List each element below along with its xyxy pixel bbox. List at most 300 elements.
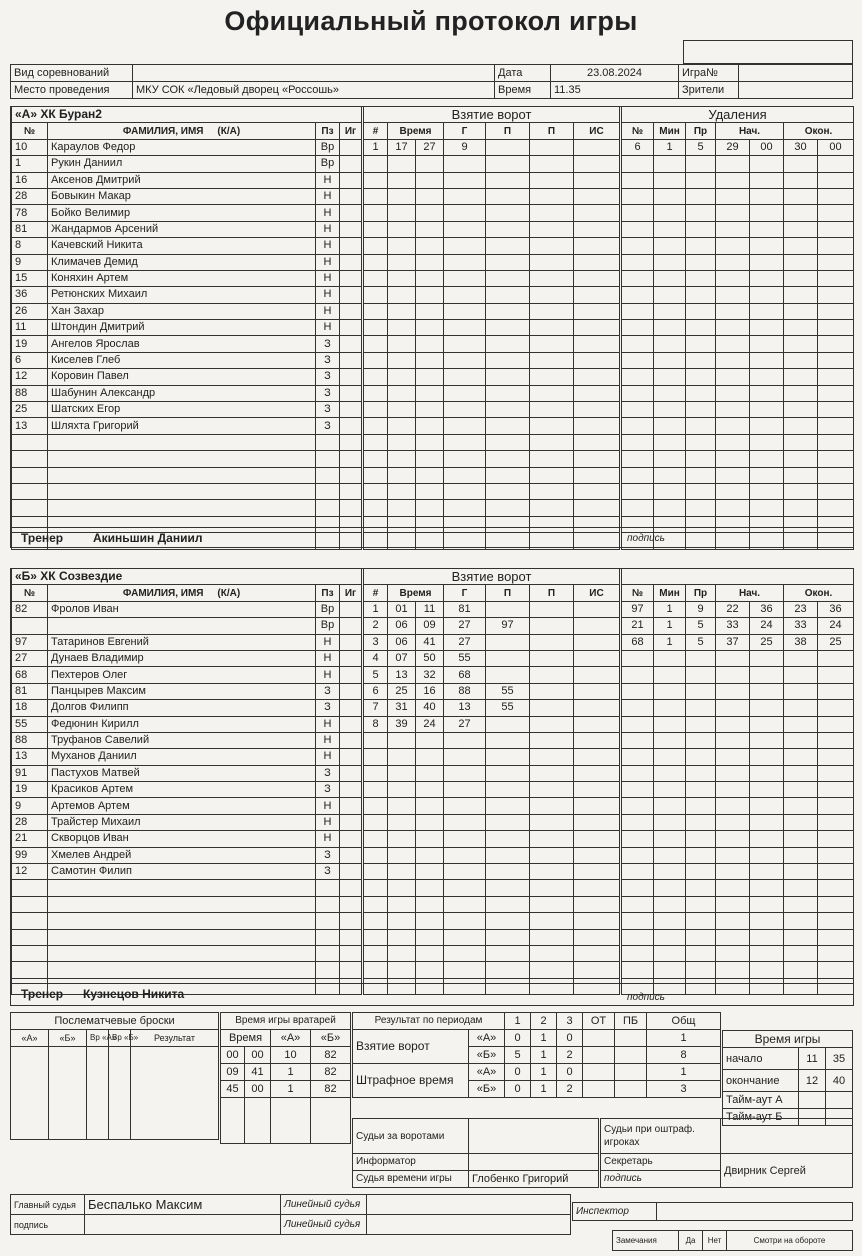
goal-row xyxy=(364,156,620,172)
penalty-player xyxy=(622,798,654,814)
goal-scorer: 68 xyxy=(444,667,486,683)
penalty-reason xyxy=(686,254,716,270)
goal-minute xyxy=(388,880,416,896)
penalty-end-min xyxy=(784,749,818,765)
pen-col-start: Нач. xyxy=(716,123,784,139)
penalty-end-min xyxy=(784,667,818,683)
periods-title: Результат по периодам xyxy=(353,1013,505,1030)
penalty-start-sec: 36 xyxy=(750,601,784,617)
penalty-row xyxy=(622,667,854,683)
secretary-name: Двирник Сергей xyxy=(721,1154,853,1188)
goal-assist-1 xyxy=(486,765,530,781)
goal-number xyxy=(364,221,388,237)
goal-assist-1 xyxy=(486,287,530,303)
player-played xyxy=(340,254,362,270)
player-played xyxy=(340,402,362,418)
goal-situation xyxy=(574,667,620,683)
goal-minute xyxy=(388,913,416,929)
penalty-start-min: 37 xyxy=(716,634,750,650)
goal-minute xyxy=(388,434,416,450)
penalty-reason xyxy=(686,945,716,961)
remarks-no[interactable]: Нет xyxy=(703,1231,727,1251)
goal-situation xyxy=(574,303,620,319)
gk-col-b: «Б» xyxy=(311,1030,351,1047)
goal-situation xyxy=(574,287,620,303)
goal-scorer: 13 xyxy=(444,700,486,716)
penalty-start-sec xyxy=(750,896,784,912)
table-row xyxy=(12,945,362,961)
penalty-start-min xyxy=(716,683,750,699)
table-row xyxy=(12,254,362,270)
player-number: 12 xyxy=(12,369,48,385)
col-pz: Пз xyxy=(316,585,340,601)
player-position: Вр xyxy=(316,618,340,634)
penalty-row xyxy=(622,634,854,650)
goals-a-total: 1 xyxy=(647,1030,721,1047)
goal-second xyxy=(416,385,444,401)
goal-col-g: Г xyxy=(444,123,486,139)
penalty-player xyxy=(622,667,654,683)
player-name: Ангелов Ярослав xyxy=(48,336,316,352)
player-name xyxy=(48,618,316,634)
penalty-start-min xyxy=(716,320,750,336)
goal-situation xyxy=(574,765,620,781)
player-number: 81 xyxy=(12,683,48,699)
player-played xyxy=(340,814,362,830)
penalty-end-min xyxy=(784,188,818,204)
penalty-end-sec xyxy=(818,798,854,814)
goal-second: 09 xyxy=(416,618,444,634)
goal-second xyxy=(416,847,444,863)
penalty-row xyxy=(622,467,854,483)
goal-row xyxy=(364,188,620,204)
table-row xyxy=(12,798,362,814)
goal-assist-2 xyxy=(530,352,574,368)
penalty-end-min xyxy=(784,303,818,319)
pen-col-num: № xyxy=(622,123,654,139)
penalty-end-min xyxy=(784,896,818,912)
goal-assist-2 xyxy=(530,500,574,516)
penalty-start-sec xyxy=(750,352,784,368)
goal-row xyxy=(364,336,620,352)
player-position: Н xyxy=(316,270,340,286)
penalty-end-min xyxy=(784,205,818,221)
table-row xyxy=(12,700,362,716)
goal-situation xyxy=(574,156,620,172)
penalty-end-min xyxy=(784,945,818,961)
player-number: 88 xyxy=(12,732,48,748)
penalty-start-min xyxy=(716,847,750,863)
goal-assist-2 xyxy=(530,700,574,716)
goal-minute xyxy=(388,814,416,830)
game-start-h: 11 xyxy=(799,1048,826,1070)
goal-minute xyxy=(388,188,416,204)
goal-second xyxy=(416,205,444,221)
penalty-row xyxy=(622,156,854,172)
spectators-value[interactable] xyxy=(739,82,853,99)
goal-situation xyxy=(574,172,620,188)
penalty-row xyxy=(622,303,854,319)
table-row xyxy=(12,880,362,896)
goal-number xyxy=(364,188,388,204)
penalty-reason xyxy=(686,782,716,798)
goal-second xyxy=(416,451,444,467)
goal-second xyxy=(416,418,444,434)
penalty-start-min xyxy=(716,172,750,188)
shootout-title: Послематчевые броски xyxy=(11,1013,219,1030)
goal-row xyxy=(364,221,620,237)
goal-minute xyxy=(388,205,416,221)
penalty-end-min xyxy=(784,683,818,699)
penalty-row xyxy=(622,929,854,945)
goal-second xyxy=(416,864,444,880)
penalty-end-sec xyxy=(818,205,854,221)
penalty-end-sec: 00 xyxy=(818,139,854,155)
goal-number xyxy=(364,500,388,516)
player-position: Н xyxy=(316,798,340,814)
player-played xyxy=(340,156,362,172)
player-number: 18 xyxy=(12,700,48,716)
goal-number: 1 xyxy=(364,139,388,155)
penalty-start-sec: 00 xyxy=(750,139,784,155)
penalty-row xyxy=(622,172,854,188)
penalty-start-sec xyxy=(750,418,784,434)
player-name xyxy=(48,896,316,912)
player-name: Труфанов Савелий xyxy=(48,732,316,748)
player-played xyxy=(340,172,362,188)
goal-situation xyxy=(574,205,620,221)
player-played xyxy=(340,732,362,748)
goal-number xyxy=(364,962,388,978)
game-label: Игра№ xyxy=(679,65,739,82)
goal-row xyxy=(364,205,620,221)
penalty-reason xyxy=(686,500,716,516)
date-value[interactable]: 23.08.2024 xyxy=(551,65,679,82)
player-number xyxy=(12,929,48,945)
goal-assist-1 xyxy=(486,352,530,368)
goal-situation xyxy=(574,601,620,617)
player-name: Жандармов Арсений xyxy=(48,221,316,237)
player-name: Шабунин Александр xyxy=(48,385,316,401)
goal-scorer xyxy=(444,270,486,286)
goal-assist-1 xyxy=(486,238,530,254)
penalty-reason: 9 xyxy=(686,601,716,617)
penalty-start-sec xyxy=(750,880,784,896)
game-value[interactable] xyxy=(739,65,853,82)
goal-assist-2 xyxy=(530,765,574,781)
table-row xyxy=(12,634,362,650)
team-b-roster xyxy=(11,569,362,995)
table-row xyxy=(12,831,362,847)
player-played xyxy=(340,716,362,732)
goal-scorer xyxy=(444,336,486,352)
inspector-label: Инспектор xyxy=(573,1203,657,1221)
player-position: Н xyxy=(316,221,340,237)
goal-situation xyxy=(574,864,620,880)
goal-scorer xyxy=(444,434,486,450)
penalty-end-min xyxy=(784,369,818,385)
goal-assist-2 xyxy=(530,434,574,450)
penalty-end-sec xyxy=(818,336,854,352)
goals-row-label: Взятие ворот xyxy=(353,1030,469,1064)
goal-minute xyxy=(388,238,416,254)
goal-row xyxy=(364,913,620,929)
goal-second xyxy=(416,336,444,352)
penalty-row xyxy=(622,847,854,863)
penalty-end-sec xyxy=(818,929,854,945)
penalty-row xyxy=(622,451,854,467)
goal-situation xyxy=(574,270,620,286)
penalty-reason xyxy=(686,205,716,221)
player-name: Рукин Даниил xyxy=(48,156,316,172)
penalty-reason xyxy=(686,483,716,499)
player-position: Н xyxy=(316,205,340,221)
goal-assist-2 xyxy=(530,418,574,434)
goal-second xyxy=(416,270,444,286)
penalty-player xyxy=(622,847,654,863)
table-row xyxy=(12,385,362,401)
goal-minute xyxy=(388,896,416,912)
penalty-reason xyxy=(686,716,716,732)
goal-minute xyxy=(388,369,416,385)
penalty-player xyxy=(622,336,654,352)
penalty-end-sec xyxy=(818,320,854,336)
penalty-end-min: 30 xyxy=(784,139,818,155)
col-num: № xyxy=(12,123,48,139)
competition-value[interactable] xyxy=(133,65,495,82)
penalty-end-min xyxy=(784,221,818,237)
goal-number xyxy=(364,880,388,896)
player-number: 25 xyxy=(12,402,48,418)
penalty-reason xyxy=(686,467,716,483)
player-name: Трайстер Михаил xyxy=(48,814,316,830)
penalty-row xyxy=(622,880,854,896)
table-row xyxy=(12,716,362,732)
table-row xyxy=(12,962,362,978)
goal-col-g: Г xyxy=(444,585,486,601)
penalty-player xyxy=(622,749,654,765)
goal-scorer: 27 xyxy=(444,634,486,650)
penalty-player xyxy=(622,782,654,798)
game-time-title: Время игры xyxy=(723,1031,853,1048)
goal-assist-2 xyxy=(530,238,574,254)
goal-second xyxy=(416,500,444,516)
goal-assist-2 xyxy=(530,270,574,286)
penalty-start-sec xyxy=(750,385,784,401)
penalty-end-sec xyxy=(818,254,854,270)
goal-scorer xyxy=(444,814,486,830)
penalty-start-sec xyxy=(750,287,784,303)
penalty-end-min xyxy=(784,716,818,732)
goal-situation xyxy=(574,483,620,499)
penalty-minutes xyxy=(654,929,686,945)
goal-number xyxy=(364,732,388,748)
penalty-player: 97 xyxy=(622,601,654,617)
goal-situation xyxy=(574,369,620,385)
penalty-row xyxy=(622,700,854,716)
goal-second xyxy=(416,320,444,336)
goal-assist-2 xyxy=(530,601,574,617)
goal-second xyxy=(416,749,444,765)
goal-row xyxy=(364,500,620,516)
goal-assist-2 xyxy=(530,618,574,634)
goal-second: 40 xyxy=(416,700,444,716)
goal-second xyxy=(416,782,444,798)
goal-row xyxy=(364,896,620,912)
player-name: Штондин Дмитрий xyxy=(48,320,316,336)
player-played xyxy=(340,880,362,896)
penalty-end-sec: 25 xyxy=(818,634,854,650)
penalty-reason xyxy=(686,962,716,978)
pen-col-min: Мин xyxy=(654,123,686,139)
goal-assist-1 xyxy=(486,847,530,863)
col-ig: Иг xyxy=(340,123,362,139)
goal-second xyxy=(416,880,444,896)
penalty-start-min xyxy=(716,352,750,368)
goal-row xyxy=(364,749,620,765)
goal-scorer xyxy=(444,205,486,221)
player-played xyxy=(340,336,362,352)
penalty-start-min: 33 xyxy=(716,618,750,634)
player-played xyxy=(340,929,362,945)
player-position xyxy=(316,913,340,929)
player-position: Н xyxy=(316,634,340,650)
goal-scorer xyxy=(444,352,486,368)
penalty-end-sec xyxy=(818,238,854,254)
top-right-box xyxy=(683,40,853,64)
player-number: 15 xyxy=(12,270,48,286)
penalty-start-sec xyxy=(750,945,784,961)
penalty-start-min xyxy=(716,880,750,896)
goal-scorer xyxy=(444,172,486,188)
penalty-end-min: 38 xyxy=(784,634,818,650)
penalty-reason: 5 xyxy=(686,634,716,650)
penalty-player xyxy=(622,320,654,336)
goal-assist-1 xyxy=(486,369,530,385)
penalty-reason xyxy=(686,172,716,188)
goal-row xyxy=(364,683,620,699)
goal-minute: 39 xyxy=(388,716,416,732)
table-row xyxy=(12,139,362,155)
penalty-end-sec xyxy=(818,172,854,188)
goal-second xyxy=(416,945,444,961)
player-position: Н xyxy=(316,320,340,336)
penalty-reason xyxy=(686,352,716,368)
col-ka-text: (К/А) xyxy=(217,125,241,137)
goal-situation xyxy=(574,188,620,204)
penalty-start-sec xyxy=(750,221,784,237)
goal-row xyxy=(364,798,620,814)
penalty-reason xyxy=(686,798,716,814)
penalty-player xyxy=(622,369,654,385)
goal-col-p2: П xyxy=(530,585,574,601)
penalty-reason xyxy=(686,814,716,830)
goal-number xyxy=(364,896,388,912)
goal-assist-1 xyxy=(486,336,530,352)
time-value[interactable]: 11.35 xyxy=(551,82,679,99)
penalty-minutes: 1 xyxy=(654,618,686,634)
goal-row xyxy=(364,880,620,896)
goal-second xyxy=(416,896,444,912)
goal-assist-1 xyxy=(486,402,530,418)
player-number: 28 xyxy=(12,814,48,830)
penalty-minutes xyxy=(654,434,686,450)
goalie-time-row xyxy=(221,1064,351,1081)
gk-col-a: «А» xyxy=(271,1030,311,1047)
penalty-reason xyxy=(686,831,716,847)
penalty-start-min xyxy=(716,650,750,666)
penalty-start-min xyxy=(716,254,750,270)
goal-assist-2 xyxy=(530,254,574,270)
penalty-player xyxy=(622,831,654,847)
player-number: 16 xyxy=(12,172,48,188)
goals-b-p2: 1 xyxy=(531,1047,557,1064)
goal-number xyxy=(364,172,388,188)
player-name xyxy=(48,434,316,450)
goal-number xyxy=(364,483,388,499)
penalty-row xyxy=(622,683,854,699)
remarks-yes[interactable]: Да xyxy=(679,1231,703,1251)
penalty-row xyxy=(622,831,854,847)
player-name: Долгов Филипп xyxy=(48,700,316,716)
goal-assist-2 xyxy=(530,451,574,467)
penalty-end-min xyxy=(784,864,818,880)
penalty-start-sec xyxy=(750,798,784,814)
penalty-end-sec xyxy=(818,896,854,912)
venue-value[interactable]: МКУ СОК «Ледовый дворец «Россошь» xyxy=(133,82,495,99)
penalty-end-sec xyxy=(818,156,854,172)
goal-situation xyxy=(574,683,620,699)
goal-assist-1 xyxy=(486,864,530,880)
penalty-minutes: 1 xyxy=(654,139,686,155)
penalty-reason xyxy=(686,667,716,683)
penalty-player xyxy=(622,156,654,172)
goal-scorer xyxy=(444,303,486,319)
penalty-row xyxy=(622,483,854,499)
goal-assist-1 xyxy=(486,156,530,172)
penalty-start-min xyxy=(716,798,750,814)
team-b-coach-row xyxy=(11,983,853,1006)
player-number xyxy=(12,500,48,516)
table-row xyxy=(12,749,362,765)
goal-assist-1 xyxy=(486,962,530,978)
team-b-sign-label: подпись xyxy=(627,992,665,1003)
goal-assist-2 xyxy=(530,369,574,385)
player-played xyxy=(340,500,362,516)
penalty-end-min xyxy=(784,336,818,352)
penalty-player: 21 xyxy=(622,618,654,634)
gk-minute: 00 xyxy=(221,1047,245,1064)
player-name: Хмелев Андрей xyxy=(48,847,316,863)
goal-number xyxy=(364,238,388,254)
penalty-end-sec xyxy=(818,483,854,499)
penalty-start-sec xyxy=(750,831,784,847)
penalty-player xyxy=(622,962,654,978)
penalty-start-min xyxy=(716,385,750,401)
team-b-coach-name: Кузнецов Никита xyxy=(83,987,185,1001)
goal-row xyxy=(364,782,620,798)
penalty-end-sec: 36 xyxy=(818,601,854,617)
penalty-minutes xyxy=(654,650,686,666)
gk-second: 00 xyxy=(245,1081,271,1098)
goal-assist-2 xyxy=(530,847,574,863)
goal-minute xyxy=(388,945,416,961)
player-name: Коняхин Артем xyxy=(48,270,316,286)
team-a-pen-title: Удаления xyxy=(622,107,854,123)
penalty-start-min xyxy=(716,402,750,418)
penalty-end-sec xyxy=(818,650,854,666)
player-name xyxy=(48,500,316,516)
